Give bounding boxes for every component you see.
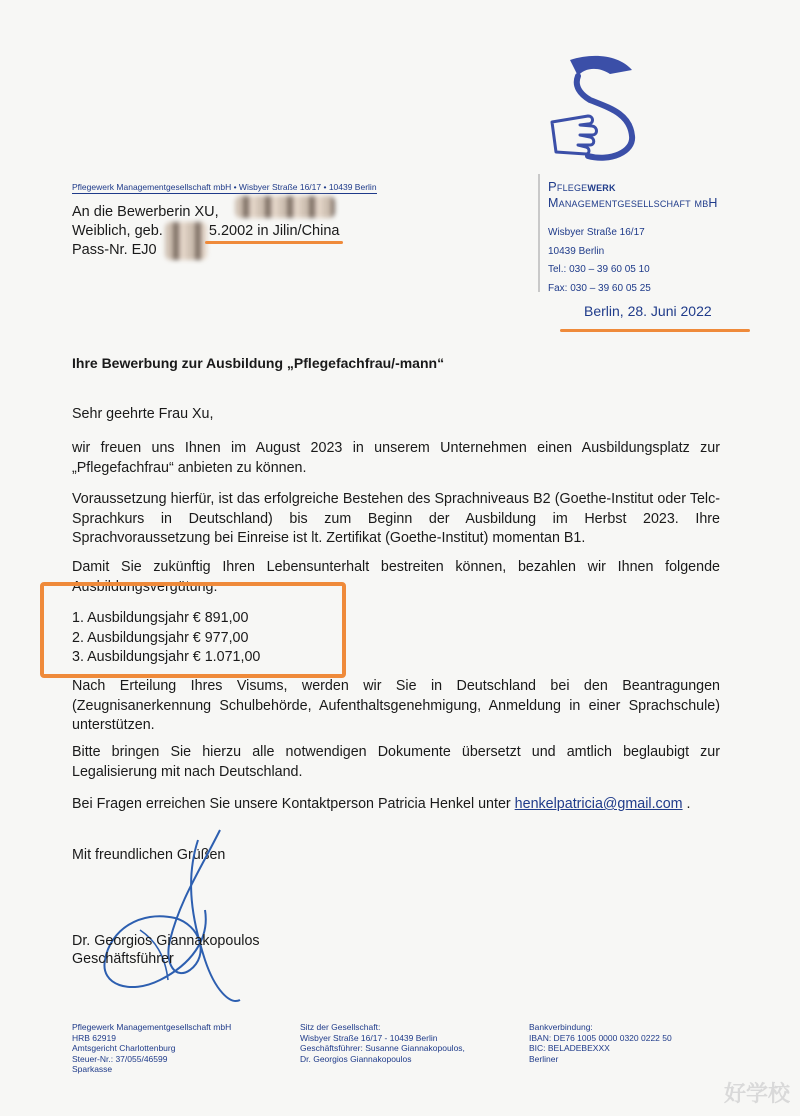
contact-text-end: . [686,796,691,812]
footer-text: Berliner [529,1053,559,1064]
paragraph: wir freuen uns Ihnen im August 2023 in unserem Unternehmen einen Ausbildungsplatz zur „Pflegefachfrau“ anbieten zu können. [72,440,720,476]
salary-item: 2. Ausbildungsjahr € 977,00 [72,629,249,646]
redaction-blur [235,196,335,218]
recipient-line-1: An die Bewerberin XU, [72,204,219,220]
highlight-underline [560,329,750,332]
signature-icon [80,820,280,1020]
letter-subject: Ihre Bewerbung zur Ausbildung „Pflegefachfrau/-mann“ [72,355,445,371]
contact-text: Bei Fragen erreichen Sie unsere Kontaktperson Patricia Henkel unter [72,796,511,812]
watermark: 好学校 [723,1081,790,1106]
footer-text: Bankverbindung: [529,1022,593,1032]
company-fax: Fax: 030 – 39 60 05 25 [548,282,651,294]
salary-item: 3. Ausbildungsjahr € 1.071,00 [72,649,261,665]
company-address [548,224,651,298]
highlight-underline [205,241,343,244]
signer-name: Dr. Georgios Giannakopoulos [72,933,260,949]
company-name-bold: werk [587,179,616,194]
company-name-line2: Managementgesellschaft mbH [548,196,718,210]
company-name [548,178,718,212]
footer-text: Sitz der Gesellschaft: [300,1022,381,1032]
paragraph [72,795,720,815]
closing: Mit freundlichen Grüßen [72,847,226,863]
footer-text: Steuer-Nr.: 37/055/46599 [72,1053,168,1064]
footer-text: Geschäftsführer: Susanne Giannakopoulos, [300,1043,465,1053]
salutation: Sehr geehrte Frau Xu, [72,406,214,422]
footer-text: BIC: BELADEBEXXX [529,1043,610,1053]
company-tel: Tel.: 030 – 39 60 05 10 [548,264,650,275]
recipient-line-2-end: 5.2002 in Jilin/China [208,223,340,239]
footer-text: IBAN: DE76 1005 0000 0320 0222 50 [529,1032,672,1043]
footer-text: Pflegewerk Managementgesellschaft mbH [72,1022,232,1032]
footer-col-1 [72,1022,231,1075]
footer-text: Dr. Georgios Giannakopoulos [300,1053,412,1064]
footer-col-3 [529,1022,672,1064]
company-street: Wisbyer Straße 16/17 [548,227,645,238]
recipient-line-2: Weiblich, geb. [72,223,163,239]
salary-list [72,609,260,668]
paragraph: Nach Erteilung Ihres Visums, werden wir Sie in Deutschland bei den Beantragungen (Zeugnisanerkennung Schulbehörde, Aufenthaltsgenehmigung, Anmeldung in einer Sprachschule) unterstützen. [72,678,720,733]
divider [538,174,540,292]
signer-title: Geschäftsführer [72,951,174,967]
company-city: 10439 Berlin [548,245,605,257]
company-name-part: Pflege [548,179,588,194]
contact-email-link[interactable]: henkelpatricia@gmail.com [514,796,683,812]
salary-item: 1. Ausbildungsjahr € 891,00 [72,610,249,626]
footer-text: Sparkasse [72,1064,113,1074]
company-logo-icon [540,52,650,162]
footer-col-2 [300,1022,465,1064]
footer-text: Wisbyer Straße 16/17 - 10439 Berlin [300,1032,438,1043]
paragraph: Bitte bringen Sie hierzu alle notwendigen Dokumente übersetzt und amtlich beglaubigt zur Legalisierung mit nach Deutschland. [72,744,720,780]
footer-text: HRB 62919 [72,1032,116,1043]
paragraph: Damit Sie zukünftig Ihren Lebensunterhalt bestreiten können, bezahlen wir Ihnen folgende Ausbildungsvergütung: [72,559,720,595]
letter-date: Berlin, 28. Juni 2022 [584,303,712,319]
recipient-line-3: Pass-Nr. EJ0 [72,242,157,258]
paragraph: Voraussetzung hierfür, ist das erfolgreiche Bestehen des Sprachniveaus B2 (Goethe-Institut oder Telc-Sprachkurs in Deutschland) bis zum Beginn der Ausbildung im Herbst 2023. Ihre Sprachvoraussetzung bei Einreise ist lt. Zertifikat (Goethe-Institut) momentan B1. [72,491,720,546]
footer-text: Amtsgericht Charlottenburg [72,1043,176,1053]
sender-address-line: Pflegewerk Managementgesellschaft mbH • Wisbyer Straße 16/17 • 10439 Berlin [72,182,377,192]
redaction-blur [165,222,207,260]
